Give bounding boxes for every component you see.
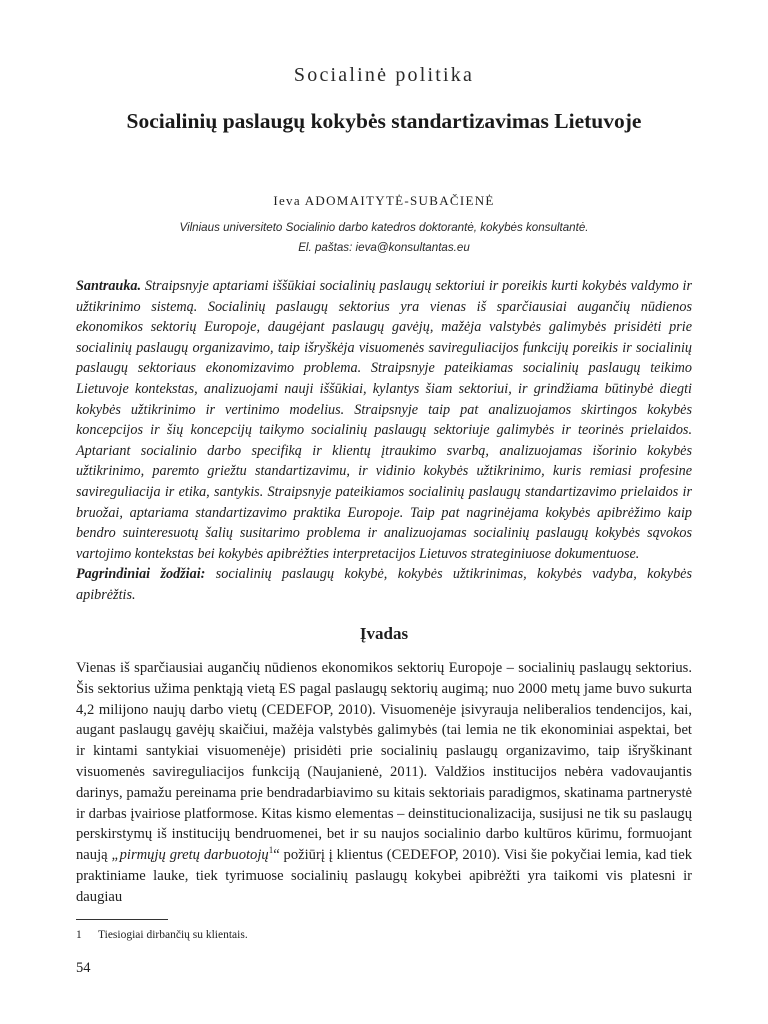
intro-quote: „pirmųjų gretų darbuotojų <box>111 847 269 864</box>
keywords-label: Pagrindiniai žodžiai: <box>76 566 206 583</box>
footnote <box>76 928 692 942</box>
intro-text-2: “ požiūrį į klientus (CEDEFOP, 2010). Visi šie pokyčiai lemia, kad tiek praktiniame lauke, tiek tyrimuose socialinių paslaugų kokybei apibrėžti yra taikomi vis platesni ir daugiau <box>76 847 692 905</box>
footnote-text: Tiesiogiai dirbančių su klientais. <box>98 929 248 941</box>
keywords-paragraph <box>76 564 692 605</box>
page-number: 54 <box>76 960 91 976</box>
author-email: El. paštas: ieva@konsultantas.eu <box>298 241 470 254</box>
intro-body <box>76 658 692 908</box>
intro-text-1: Vienas iš sparčiausiai augančių nūdienos ekonomikos sektorių Europoje – socialinių paslaugų sektorius. Šis sektorius užima penktąją vietą ES pagal paslaugų sektorių augimą; nuo 2000 metų jame buvo sukurta 4,2 milijono naujų darbo vietų (CEDEFOP, 2010). Visuomenėje įsivyrauja neliberalios tendencijos, kai, augant paslaugų gavėjų skaičiui, mažėja valstybės galimybės (tai lemia ne tik ekonominiai aspektai, bet ir kintami santykiai visuomenėje) prisidėti prie socialinių paslaugų organizavimo, taip išryškinant visuomenės savireguliacijos funkciją (Naujanienė, 2011). Valdžios institucijos nebėra vadovaujantis darinys, pamažu pereinama prie bendradarbiavimo su kitais sektoriais paradigmos, skatinama partnerystė ir darbas įvairiose platformose. Kitas kismo elementas – deinstitucionalizacija, susijusi ne tik su paslaugų perskirstymų iš institucijų bendruomenei, bet ir su naujos socialinio darbo kultūros kūrimu, formuojant naują <box>76 660 692 864</box>
footnote-number: 1 <box>76 929 82 941</box>
footnote-ref[interactable]: 1 <box>268 845 274 856</box>
abstract-paragraph <box>76 276 692 564</box>
intro-heading: Įvadas <box>359 624 409 643</box>
footnote-divider <box>76 919 168 920</box>
article-title: Socialinių paslaugų kokybės standartizavimas Lietuvoje <box>126 109 642 133</box>
abstract-text: Straipsnyje aptariami iššūkiai socialinių paslaugų sektoriui ir poreikis kurti kokybės valdymo ir užtikrinimo sistemą. Socialinių paslaugų sektorius yra vienas iš sparčiausiai augančių nūdienos ekonomikos sektorių Europoje, daugėjant paslaugų gavėjų, mažėja valstybės galimybės prisidėti prie socialinių paslaugų organizavimo, taip išryškėja visuomenės savireguliacijos funkcijų poreikis ir socialinių paslaugų sektoriaus ekonomizavimo problema. Straipsnyje pateikiamas socialinių paslaugų teikimo Lietuvoje kontekstas, analizuojami nauji iššūkiai, kylantys šiam sektoriui, ir grindžiama būtinybė diegti kokybės užtikrinimo ir vertinimo modelius. Straipsnyje taip pat analizuojamos skirtingos kokybės koncepcijos ir šių koncepcijų taikymo socialinių paslaugų sektoriuje galimybės ir teorinės prielaidos. Aptariant socialinio darbo specifiką ir klientų įtraukimo svarbą, analizuojamas išorinio kokybės užtikrinimo, paremto griežtu standartizavimu, ir vidinio kokybės užtikrinimo, kuris remiasi profesine savireguliacija ir etika, santykis. Straipsnyje pateikiamos socialinių paslaugų standartizavimo prielaidos ir bruožai, aptariama standartizavimo praktika Europoje. Taip pat nagrinėjama kokybės apibrėžimo kaip bendro suinteresuotų šalių susitarimo problema ir analizuojamas socialinių paslaugų kokybės sąvokos vartojimo kontekstas bei kokybės apibrėžties interpretacijos Lietuvos strateginiuose dokumentuose. <box>76 278 692 562</box>
abstract-label: Santrauka. <box>76 278 142 294</box>
affiliation-text: Vilniaus universiteto Socialinio darbo katedros doktorantė, kokybės konsultantė. <box>179 221 589 234</box>
intro-paragraph <box>76 658 692 908</box>
abstract <box>76 276 692 606</box>
author-affiliation <box>80 218 688 258</box>
section-label: Socialinė politika <box>293 64 475 86</box>
author-name: Ieva ADOMAITYTĖ-SUBAČIENĖ <box>273 193 495 208</box>
keywords-text: socialinių paslaugų kokybė, kokybės užtikrinimas, kokybės vadyba, kokybės apibrėžtis. <box>76 566 692 603</box>
